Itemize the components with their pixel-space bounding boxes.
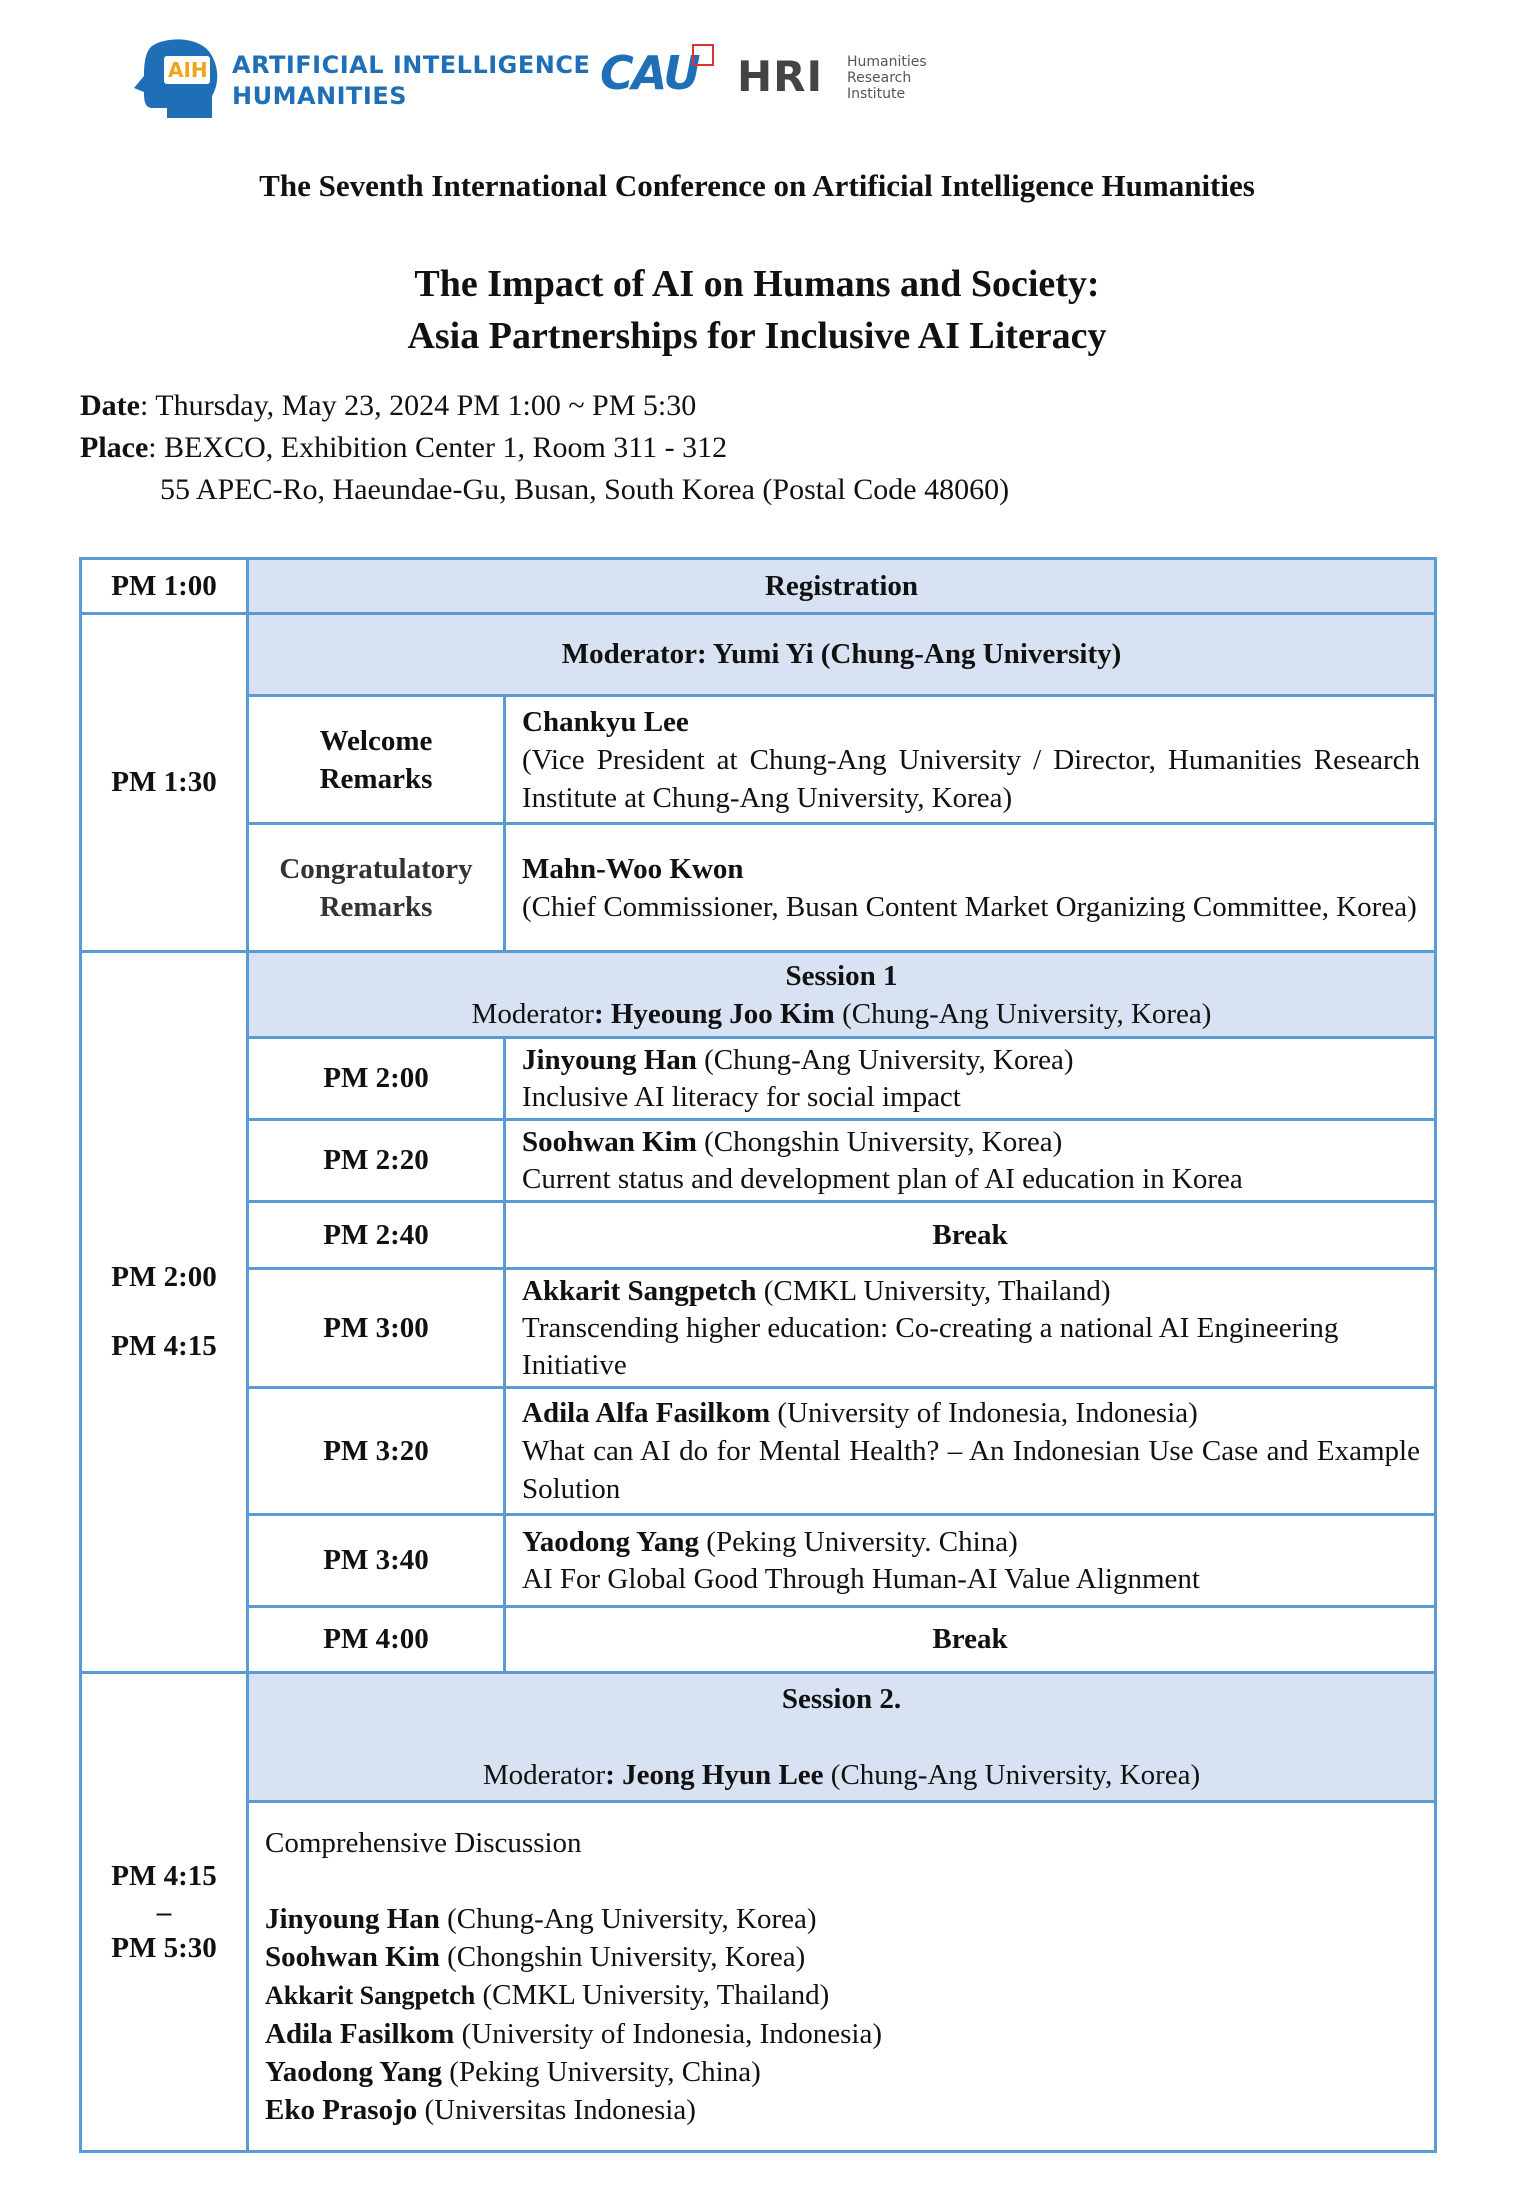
talk-affiliation: (CMKL University, Thailand)	[756, 1274, 1111, 1307]
panelist	[265, 1938, 1420, 1976]
spacer	[249, 1718, 1434, 1756]
talk-affiliation: (University of Indonesia, Indonesia)	[770, 1397, 1198, 1429]
welcome-label-line: Remarks	[319, 762, 433, 795]
date-label: Date	[80, 389, 140, 422]
break-row	[81, 1607, 1436, 1673]
welcome-remarks-label	[248, 696, 505, 824]
hri-subtitle	[847, 54, 927, 102]
aih-wordmark	[232, 50, 590, 112]
talk-row	[81, 1388, 1436, 1515]
talk-row	[81, 1269, 1436, 1388]
registration-label: Registration	[248, 559, 1436, 614]
table-row	[81, 824, 1436, 952]
panelist	[265, 1976, 1420, 2015]
session1-moderator	[249, 995, 1434, 1033]
cau-logo-mark-icon	[692, 44, 714, 66]
panelist-name: Soohwan Kim	[265, 1941, 440, 1973]
place-line	[80, 427, 1009, 469]
theme-line-2: Asia Partnerships for Inclusive AI Literacy	[407, 315, 1107, 357]
panelist-name: Akkarit Sangpetch	[265, 1981, 476, 2010]
session2-start: PM 4:15	[111, 1860, 217, 1892]
cau-logo: CAU	[600, 46, 699, 100]
panelist-name: Adila Fasilkom	[265, 2018, 455, 2050]
session2-end: PM 5:30	[111, 1932, 217, 1964]
table-row	[81, 614, 1436, 696]
session1-title: Session 1	[785, 959, 898, 992]
congrat-label-line: Congratulatory	[279, 852, 473, 885]
panelist-name: Yaodong Yang	[265, 2056, 443, 2088]
talk-details	[505, 1120, 1436, 1202]
theme-line-1: The Impact of AI on Humans and Society:	[414, 263, 1100, 305]
break-label: Break	[505, 1202, 1436, 1269]
registration-time: PM 1:00	[81, 559, 248, 614]
conference-title: The Seventh International Conference on Artificial Intelligence Humanities	[259, 168, 1255, 203]
conference-theme	[0, 258, 1514, 362]
session2-title: Session 2.	[781, 1683, 902, 1715]
session2-time	[81, 1673, 248, 2152]
moderator-name: : Hyeoung Joo Kim	[593, 997, 835, 1030]
talk-title: Inclusive AI literacy for social impact	[522, 1080, 961, 1113]
table-row	[81, 952, 1436, 1038]
talk-details	[505, 1269, 1436, 1388]
panelist-affiliation: (Chongshin University, Korea)	[439, 1941, 806, 1973]
moderator-name: : Jeong Hyun Lee	[605, 1759, 824, 1791]
talk-time: PM 3:20	[248, 1388, 505, 1515]
panelist	[265, 1900, 1420, 1938]
session1-header	[248, 952, 1436, 1038]
speaker-affiliation: (Vice President at Chung-Ang University / Director, Humanities Research Institute at Chung-Ang University, Korea)	[522, 743, 1420, 814]
congratulatory-remarks-label	[248, 824, 505, 952]
talk-speaker: Yaodong Yang	[522, 1525, 700, 1558]
table-row	[81, 696, 1436, 824]
table-row	[81, 1802, 1436, 2152]
aih-wordmark-line1: ARTIFICIAL INTELLIGENCE	[232, 51, 591, 79]
date-value: : Thursday, May 23, 2024 PM 1:00 ~ PM 5:30	[139, 389, 697, 422]
talk-affiliation: (Peking University. China)	[699, 1525, 1018, 1558]
panelist	[265, 2053, 1420, 2091]
welcome-speaker	[505, 696, 1436, 824]
talk-affiliation: (Chung-Ang University, Korea)	[696, 1043, 1074, 1076]
opening-moderator: Moderator: Yumi Yi (Chung-Ang University)	[248, 614, 1436, 696]
speaker-affiliation: (Chief Commissioner, Busan Content Market Organizing Committee, Korea)	[522, 890, 1417, 923]
talk-title: Transcending higher education: Co-creating a national AI Engineering Initiative	[522, 1311, 1339, 1381]
aih-badge: AIH	[168, 58, 208, 82]
panelist	[265, 2015, 1420, 2053]
talk-speaker: Soohwan Kim	[522, 1125, 697, 1158]
break-row	[81, 1202, 1436, 1269]
talk-speaker: Adila Alfa Fasilkom	[522, 1397, 771, 1429]
session1-start: PM 2:00	[111, 1261, 217, 1293]
talk-time: PM 2:20	[248, 1120, 505, 1202]
session2-header	[248, 1673, 1436, 1802]
talk-title: AI For Global Good Through Human-AI Value Alignment	[522, 1562, 1200, 1595]
talk-time: PM 2:00	[248, 1038, 505, 1120]
panelist-name: Eko Prasojo	[265, 2094, 418, 2126]
talk-row	[81, 1038, 1436, 1120]
header-logos	[122, 32, 1022, 132]
date-line	[80, 385, 1009, 427]
spacer	[265, 1862, 1420, 1900]
table-row	[81, 559, 1436, 614]
talk-time: PM 3:00	[248, 1269, 505, 1388]
session1-time	[81, 952, 248, 1673]
speaker-name: Mahn-Woo Kwon	[522, 852, 744, 885]
session2-discussion	[248, 1802, 1436, 2152]
hri-sub-line: Humanities	[847, 54, 927, 70]
talk-details	[505, 1388, 1436, 1515]
panelist-name: Jinyoung Han	[265, 1903, 440, 1935]
moderator-prefix: Moderator	[471, 997, 594, 1030]
moderator-prefix: Moderator	[482, 1759, 606, 1791]
congrat-label-line: Remarks	[319, 890, 433, 923]
moderator-affiliation: (Chung-Ang University, Korea)	[823, 1759, 1201, 1791]
table-row	[81, 1673, 1436, 1802]
panelist-affiliation: (University of Indonesia, Indonesia)	[454, 2018, 882, 2050]
talk-affiliation: (Chongshin University, Korea)	[696, 1125, 1063, 1158]
panelist-affiliation: (Chung-Ang University, Korea)	[439, 1903, 817, 1935]
talk-title: Current status and development plan of AI education in Korea	[522, 1162, 1243, 1195]
talk-details	[505, 1038, 1436, 1120]
panelist	[265, 2091, 1420, 2129]
session1-end: PM 4:15	[111, 1330, 217, 1362]
place-value: : BEXCO, Exhibition Center 1, Room 311 - 312	[148, 431, 728, 464]
talk-speaker: Akkarit Sangpetch	[522, 1274, 757, 1307]
congratulatory-speaker	[505, 824, 1436, 952]
discussion-label: Comprehensive Discussion	[265, 1827, 582, 1859]
talk-details	[505, 1515, 1436, 1607]
moderator-affiliation: (Chung-Ang University, Korea)	[834, 997, 1212, 1030]
panelist-affiliation: (Universitas Indonesia)	[417, 2094, 696, 2126]
welcome-label-line: Welcome	[319, 724, 433, 757]
hri-sub-line: Institute	[847, 86, 906, 102]
event-info	[80, 385, 1009, 511]
talk-title: What can AI do for Mental Health? – An Indonesian Use Case and Example Solution	[522, 1435, 1420, 1505]
place-label: Place	[80, 431, 149, 464]
session2-dash: –	[156, 1896, 172, 1928]
panelist-affiliation: (CMKL University, Thailand)	[475, 1979, 830, 2011]
session2-moderator	[249, 1756, 1434, 1794]
talk-speaker: Jinyoung Han	[522, 1043, 697, 1076]
opening-time: PM 1:30	[81, 614, 248, 952]
talk-row	[81, 1120, 1436, 1202]
talk-row	[81, 1515, 1436, 1607]
break-label: Break	[505, 1607, 1436, 1673]
break-time: PM 4:00	[248, 1607, 505, 1673]
hri-logo: HRI	[737, 52, 824, 101]
panelist-affiliation: (Peking University, China)	[442, 2056, 761, 2088]
break-time: PM 2:40	[248, 1202, 505, 1269]
talk-time: PM 3:40	[248, 1515, 505, 1607]
place-address: 55 APEC-Ro, Haeundae-Gu, Busan, South Korea (Postal Code 48060)	[160, 473, 1010, 506]
schedule-table	[79, 557, 1437, 2153]
aih-wordmark-line2: HUMANITIES	[232, 82, 408, 110]
speaker-name: Chankyu Lee	[522, 705, 689, 738]
hri-sub-line: Research	[847, 70, 912, 86]
